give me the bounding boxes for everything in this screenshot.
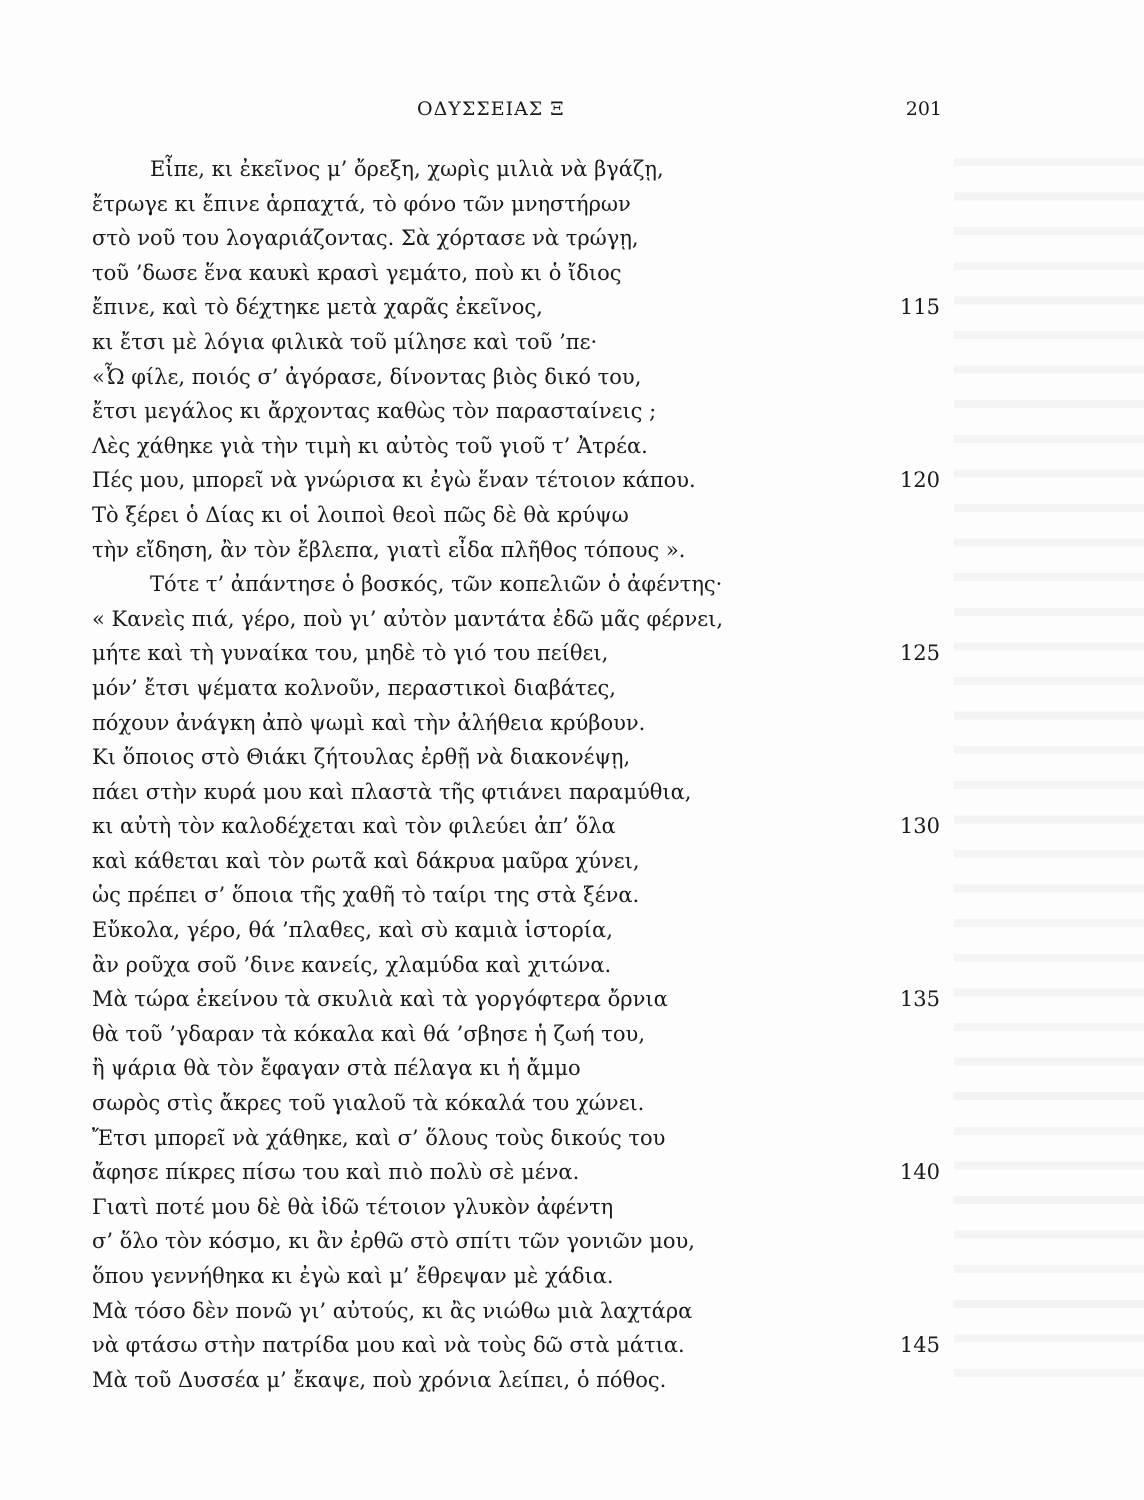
verse-line (92, 533, 952, 568)
verse-text: τὴν εἴδηση, ἂν τὸν ἔβλεπα, γιατὶ εἶδα πλῆθος τόπους ». (92, 537, 686, 562)
verse-text: «Ὦ φίλε, ποιός σ’ ἀγόρασε, δίνοντας βιὸς δικό του, (92, 364, 642, 389)
line-number: 120 (899, 468, 940, 493)
verse-text: μήτε καὶ τὴ γυναίκα του, μηδὲ τὸ γιό του πείθει, (92, 641, 609, 666)
verse-text: Εὔκολα, γέρο, θά ’πλαθες, καὶ σὺ καμιὰ ἱστορία, (92, 918, 613, 943)
verse-line (92, 498, 952, 533)
verse-line (92, 394, 952, 429)
verse-line (92, 290, 952, 325)
verse-text: στὸ νοῦ του λογαριάζοντας. Σὰ χόρτασε νὰ τρώγῃ, (92, 226, 639, 251)
verse-line (92, 878, 952, 913)
verse-text: πόχουν ἀνάγκη ἀπὸ ψωμὶ καὶ τὴν ἀλήθεια κρύβουν. (92, 710, 646, 735)
verse-line (92, 187, 952, 222)
verse-text: Πές μου, μπορεῖ νὰ γνώρισα κι ἐγὼ ἕναν τέτοιον κάπου. (92, 468, 696, 493)
verse-line (92, 1328, 952, 1363)
running-title: ΟΔΥΣΣΕΙΑΣ Ξ (417, 98, 565, 120)
verse-text: ἔπινε, καὶ τὸ δέχτηκε μετὰ χαρᾶς ἐκεῖνος, (92, 295, 543, 320)
verse-line (92, 913, 952, 948)
verse-text: Μὰ τώρα ἐκείνου τὰ σκυλιὰ καὶ τὰ γοργόφτερα ὄρνια (92, 987, 668, 1012)
verse-line (92, 602, 952, 637)
verse-line (92, 1121, 952, 1156)
line-number: 145 (899, 1333, 940, 1358)
verse-line (92, 636, 952, 671)
line-number: 135 (899, 987, 940, 1012)
verse-text: κι αὐτὴ τὸν καλοδέχεται καὶ τὸν φιλεύει ἀπ’ ὅλα (92, 814, 616, 839)
verse-line (92, 463, 952, 498)
verse-text: Μὰ τοῦ Δυσσέα μ’ ἔκαψε, ποὺ χρόνια λείπει, ὁ πόθος. (92, 1367, 667, 1392)
verse-text: ἔτρωγε κι ἔπινε ἁρπαχτά, τὸ φόνο τῶν μνηστήρων (92, 191, 631, 216)
verse-text: πάει στὴν κυρά μου καὶ πλαστὰ τῆς φτιάνει παραμύθια, (92, 779, 692, 804)
verse-line (92, 1017, 952, 1052)
verse-line (92, 948, 952, 983)
verse-text: σ’ ὅλο τὸν κόσμο, κι ἂν ἐρθῶ στὸ σπίτι τῶν γονιῶν μου, (92, 1229, 695, 1254)
verse-text: Τὸ ξέρει ὁ Δίας κι οἱ λοιποὶ θεοὶ πῶς δὲ θὰ κρύψω (92, 502, 629, 527)
verse-text: σωρὸς στὶς ἄκρες τοῦ γιαλοῦ τὰ κόκαλά του χώνει. (92, 1091, 645, 1116)
verse-line (92, 221, 952, 256)
verse-line (92, 982, 952, 1017)
verse-line (92, 1155, 952, 1190)
verse-text: Μὰ τόσο δὲν πονῶ γι’ αὐτούς, κι ἂς νιώθω μιὰ λαχτάρα (92, 1298, 693, 1323)
verse-text: Ἔτσι μπορεῖ νὰ χάθηκε, καὶ σ’ ὅλους τοὺς δικούς του (92, 1125, 666, 1150)
verse-text: ὡς πρέπει σ’ ὅποια τῆς χαθῆ τὸ ταίρι της στὰ ξένα. (92, 883, 640, 908)
show-through-text (954, 140, 1144, 1400)
verse-line (92, 1224, 952, 1259)
verse-line (92, 775, 952, 810)
verse-line (92, 844, 952, 879)
verse-line (92, 567, 952, 602)
verse-text: « Κανεὶς πιά, γέρο, ποὺ γι’ αὐτὸν μαντάτα ἐδῶ μᾶς φέρνει, (92, 606, 724, 631)
verse-line (92, 256, 952, 291)
verse-line (92, 1190, 952, 1225)
verse-text: κι ἔτσι μὲ λόγια φιλικὰ τοῦ μίλησε καὶ τοῦ ’πε· (92, 329, 598, 354)
line-number: 140 (899, 1160, 940, 1185)
verse-line (92, 152, 952, 187)
verse-text: ὅπου γεννήθηκα κι ἐγὼ καὶ μ’ ἔθρεψαν μὲ χάδια. (92, 1264, 614, 1288)
verse-text: μόν’ ἔτσι ψέματα κολνοῦν, περαστικοὶ διαβάτες, (92, 675, 616, 700)
verse-line (92, 809, 952, 844)
verse-text: ἔτσι μεγάλος κι ἄρχοντας καθὼς τὸν παρασταίνεις ; (92, 399, 657, 424)
line-number: 125 (899, 641, 940, 666)
verse-line (92, 360, 952, 395)
verse-text: Εἶπε, κι ἐκεῖνος μ’ ὄρεξη, χωρὶς μιλιὰ νὰ βγάζῃ, (150, 157, 664, 181)
verse-line (92, 1086, 952, 1121)
verse-text: τοῦ ’δωσε ἕνα καυκὶ κρασὶ γεμάτο, ποὺ κι ὁ ἴδιος (92, 260, 622, 285)
line-number: 130 (899, 814, 940, 839)
verse-line (92, 1294, 952, 1329)
verse-text: Κι ὅποιος στὸ Θιάκι ζήτουλας ἐρθῇ νὰ διακονέψῃ, (92, 745, 631, 770)
verse-text: ἢ ψάρια θὰ τὸν ἔφαγαν στὰ πέλαγα κι ἡ ἄμμο (92, 1056, 581, 1081)
verse-text: Λὲς χάθηκε γιὰ τὴν τιμὴ κι αὐτὸς τοῦ γιοῦ τ’ Ἀτρέα. (92, 433, 648, 458)
verse-text: Γιατὶ ποτέ μου δὲ θὰ ἰδῶ τέτοιον γλυκὸν ἀφέντη (92, 1194, 614, 1219)
verse-text: Τότε τ’ ἀπάντησε ὁ βοσκός, τῶν κοπελιῶν ὁ ἀφέντης· (150, 572, 723, 597)
verse-block (92, 152, 952, 1397)
verse-line (92, 1363, 952, 1398)
verse-text: καὶ κάθεται καὶ τὸν ρωτᾶ καὶ δάκρυα μαῦρα χύνει, (92, 848, 640, 873)
page-header (92, 98, 942, 132)
verse-text: νὰ φτάσω στὴν πατρίδα μου καὶ νὰ τοὺς δῶ στὰ μάτια. (92, 1333, 685, 1358)
verse-text: ἂν ροῦχα σοῦ ’δινε κανείς, χλαμύδα καὶ χιτώνα. (92, 952, 612, 977)
verse-line (92, 706, 952, 741)
verse-line (92, 1051, 952, 1086)
verse-text: θὰ τοῦ ’γδαραν τὰ κόκαλα καὶ θά ’σβησε ἡ ζωή του, (92, 1021, 645, 1046)
verse-text: ἄφησε πίκρες πίσω του καὶ πιὸ πολὺ σὲ μένα. (92, 1160, 580, 1185)
line-number: 115 (899, 295, 940, 320)
verse-line (92, 671, 952, 706)
page-number: 201 (905, 98, 942, 120)
verse-line (92, 1259, 952, 1294)
verse-line (92, 429, 952, 464)
verse-line (92, 325, 952, 360)
verse-line (92, 740, 952, 775)
